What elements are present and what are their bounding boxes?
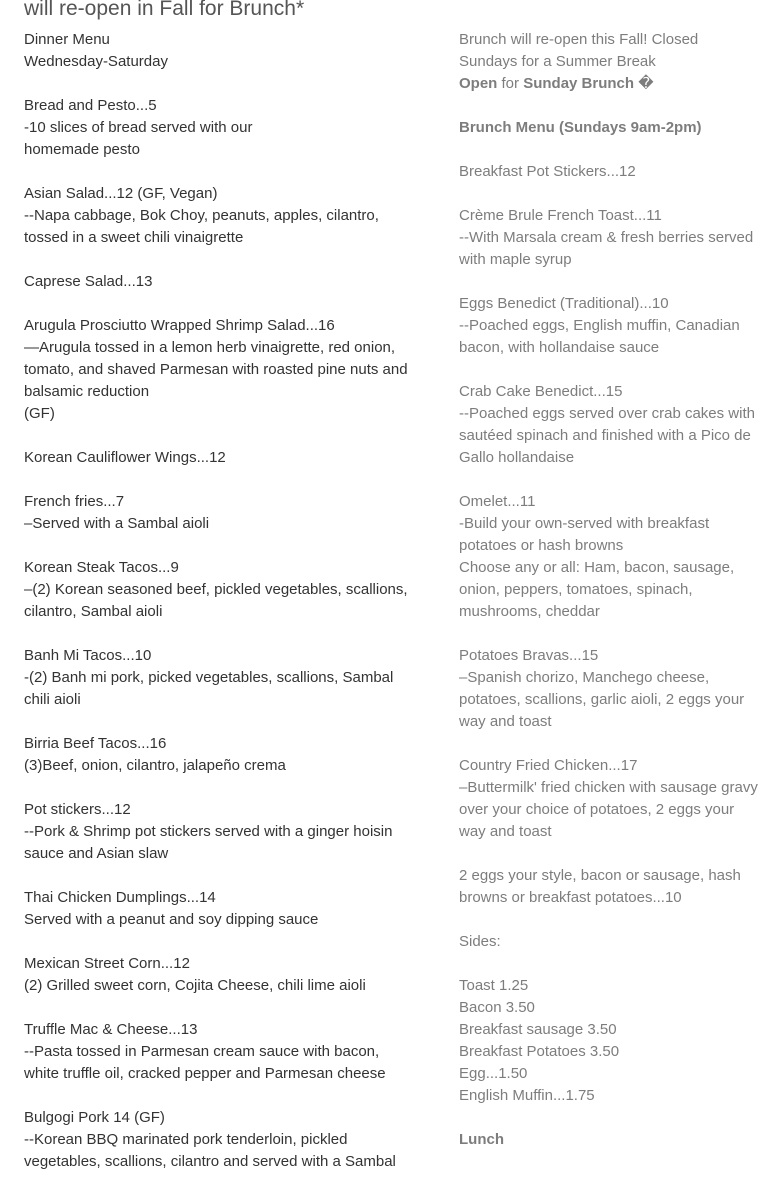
spacer	[459, 359, 759, 381]
spacer	[24, 997, 416, 1019]
brunch-menu-column	[459, 29, 759, 1151]
menu-item-name: Truffle Mac & Cheese...13	[24, 1021, 198, 1038]
menu-item-description: –Spanish chorizo, Manchego cheese, potatoes, scallions, garlic aioli, 2 eggs your way and toast	[459, 669, 745, 730]
menu-item-description: --Korean BBQ marinated pork tenderloin, pickled vegetables, scallions, cilantro and served with a Sambal	[24, 1131, 396, 1170]
menu-item-description: --Pasta tossed in Parmesan cream sauce with bacon, white truffle oil, cracked pepper and Parmesan cheese	[24, 1043, 386, 1082]
menu-item-name: Country Fried Chicken...17	[459, 757, 638, 774]
menu-item	[24, 95, 416, 161]
menu-item-description: —Arugula tossed in a lemon herb vinaigrette, red onion, tomato, and shaved Parmesan with roasted pine nuts and balsamic reduction	[24, 339, 408, 400]
side-item: English Muffin...1.75	[459, 1087, 595, 1104]
brunch-menu-items	[459, 161, 759, 931]
spacer	[24, 931, 416, 953]
menu-item	[459, 161, 759, 183]
menu-item-name: Arugula Prosciutto Wrapped Shrimp Salad...16	[24, 317, 335, 334]
menu-item-description: (GF)	[24, 405, 55, 422]
menu-item-name: Crab Cake Benedict...15	[459, 383, 623, 400]
menu-item-description: -(2) Banh mi pork, picked vegetables, scallions, Sambal chili aioli	[24, 669, 394, 708]
spacer	[24, 293, 416, 315]
sides-title: Sides:	[459, 933, 501, 950]
dinner-menu-title: Dinner Menu	[24, 31, 110, 48]
menu-item	[459, 755, 759, 843]
dinner-menu-days: Wednesday-Saturday	[24, 53, 168, 70]
menu-item-name: Pot stickers...12	[24, 801, 131, 818]
side-item: Toast 1.25	[459, 977, 529, 994]
menu-item-name: Omelet...11	[459, 493, 536, 510]
spacer	[24, 865, 416, 887]
menu-item-description: (3)Beef, onion, cilantro, jalapeño crema	[24, 757, 286, 774]
spacer	[459, 469, 759, 491]
menu-item-description: -Build your own-served with breakfast potatoes or hash browns	[459, 515, 710, 554]
brunch-notice: Brunch will re-open this Fall! Closed Sundays for a Summer Break	[459, 31, 699, 70]
menu-item-name: 2 eggs your style, bacon or sausage, hash browns or breakfast potatoes...10	[459, 867, 741, 906]
menu-item-name: Thai Chicken Dumplings...14	[24, 889, 216, 906]
menu-item-description: -10 slices of bread served with our	[24, 119, 253, 136]
spacer	[24, 711, 416, 733]
menu-item-description: (2) Grilled sweet corn, Cojita Cheese, chili lime aioli	[24, 977, 366, 994]
brunch-menu-title: Brunch Menu (Sundays 9am-2pm)	[459, 119, 702, 136]
menu-item-name: Asian Salad...12 (GF, Vegan)	[24, 185, 218, 202]
menu-item-name: Potatoes Bravas...15	[459, 647, 599, 664]
menu-item-description: --Pork & Shrimp pot stickers served with a ginger hoisin sauce and Asian slaw	[24, 823, 393, 862]
spacer	[24, 535, 416, 557]
for-label: for	[501, 75, 520, 92]
menu-item	[24, 953, 416, 997]
menu-item	[24, 887, 416, 931]
spacer	[459, 95, 759, 117]
menu-item-name: Bulgogi Pork 14 (GF)	[24, 1109, 165, 1126]
menu-item-description: --Napa cabbage, Bok Choy, peanuts, apples, cilantro, tossed in a sweet chili vinaigrette	[24, 207, 379, 246]
sides-list	[459, 975, 759, 1107]
menu-item-description: Served with a peanut and soy dipping sauce	[24, 911, 319, 928]
menu-item	[24, 1107, 416, 1173]
menu-item-description: –Served with a Sambal aioli	[24, 515, 210, 532]
spacer	[459, 623, 759, 645]
menu-item-name: Korean Cauliflower Wings...12	[24, 449, 226, 466]
spacer	[459, 953, 759, 975]
menu-item	[24, 799, 416, 865]
spacer	[459, 733, 759, 755]
menu-item	[24, 645, 416, 711]
open-status	[459, 73, 759, 95]
spacer	[24, 425, 416, 447]
menu-item-name: Caprese Salad...13	[24, 273, 153, 290]
menu-item	[24, 491, 416, 535]
menu-item-description: --Poached eggs served over crab cakes with sautéed spinach and finished with a Pico de Gallo hollandaise	[459, 405, 755, 466]
menu-item-description: Choose any or all: Ham, bacon, sausage, onion, peppers, tomatoes, spinach, mushrooms, cheddar	[459, 559, 735, 620]
missing-glyph-icon: �	[638, 75, 654, 92]
menu-item	[459, 293, 759, 359]
page-heading: will re-open in Fall for Brunch*	[24, 0, 305, 20]
spacer	[24, 1173, 416, 1195]
menu-item-name: Mexican Street Corn...12	[24, 955, 190, 972]
spacer	[24, 249, 416, 271]
menu-item	[459, 205, 759, 271]
lunch-title: Lunch	[459, 1131, 504, 1148]
spacer	[459, 843, 759, 865]
menu-item	[24, 315, 416, 425]
spacer	[459, 139, 759, 161]
spacer	[459, 183, 759, 205]
side-item: Bacon 3.50	[459, 999, 535, 1016]
menu-item-description: --Poached eggs, English muffin, Canadian bacon, with hollandaise sauce	[459, 317, 740, 356]
menu-item	[459, 865, 759, 909]
menu-item	[24, 733, 416, 777]
menu-item-name: Banh Mi Tacos...10	[24, 647, 152, 664]
side-item: Egg...1.50	[459, 1065, 528, 1082]
spacer	[459, 909, 759, 931]
menu-item-name: Birria Beef Tacos...16	[24, 735, 167, 752]
menu-item	[459, 645, 759, 733]
dinner-menu-items	[24, 95, 416, 1195]
menu-item-name: Bread and Pesto...5	[24, 97, 157, 114]
menu-item-description: –(2) Korean seasoned beef, pickled vegetables, scallions, cilantro, Sambal aioli	[24, 581, 408, 620]
open-label: Open	[459, 75, 498, 92]
menu-item-name: Crème Brule French Toast...11	[459, 207, 662, 224]
spacer	[24, 623, 416, 645]
menu-item-description: --With Marsala cream & fresh berries served with maple syrup	[459, 229, 754, 268]
spacer	[24, 469, 416, 491]
menu-item	[24, 447, 416, 469]
spacer	[459, 1107, 759, 1129]
menu-item-name: Korean Steak Tacos...9	[24, 559, 179, 576]
spacer	[24, 777, 416, 799]
menu-item-description: homemade pesto	[24, 141, 140, 158]
side-item: Breakfast sausage 3.50	[459, 1021, 617, 1038]
menu-item	[24, 183, 416, 249]
spacer	[24, 1085, 416, 1107]
menu-item-name: Eggs Benedict (Traditional)...10	[459, 295, 669, 312]
spacer	[24, 73, 416, 95]
sunday-brunch-label: Sunday Brunch	[523, 75, 635, 92]
menu-item-description: –Buttermilk' fried chicken with sausage gravy over your choice of potatoes, 2 eggs your way and toast	[459, 779, 758, 840]
menu-item	[459, 381, 759, 469]
menu-item-name: French fries...7	[24, 493, 125, 510]
side-item: Breakfast Potatoes 3.50	[459, 1043, 620, 1060]
menu-item	[24, 1019, 416, 1085]
menu-item	[459, 491, 759, 623]
dinner-menu-column	[24, 29, 416, 1195]
spacer	[24, 161, 416, 183]
menu-item	[24, 557, 416, 623]
menu-item-name: Breakfast Pot Stickers...12	[459, 163, 636, 180]
spacer	[459, 271, 759, 293]
menu-item	[24, 271, 416, 293]
